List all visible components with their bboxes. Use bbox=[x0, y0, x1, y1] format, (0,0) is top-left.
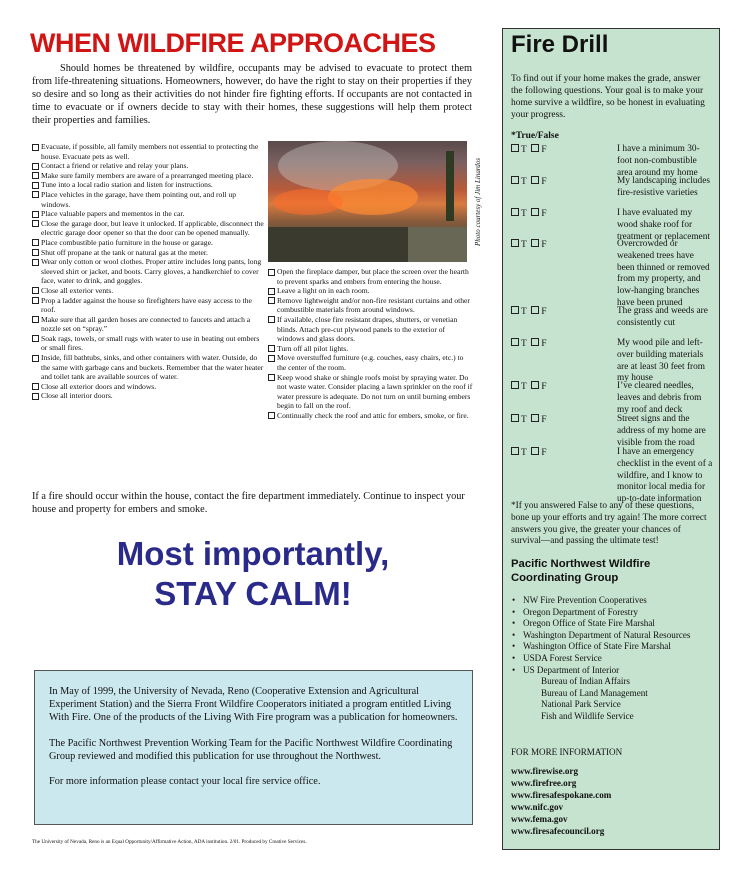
list-item: Place valuable papers and mementos in the car. bbox=[32, 209, 264, 219]
info-paragraph: In May of 1999, the University of Nevada, Reno (Cooperative Extension and Agricultural Experiment Station) and the Sierra Front Wildfire Cooperators initiated a program entitled Living With Fire. One of the products of the Living With Fire program was a publication for homeowners. bbox=[49, 686, 458, 724]
website-link[interactable]: www.nifc.gov bbox=[511, 802, 564, 812]
checkbox-icon bbox=[268, 269, 275, 276]
checkbox-icon bbox=[32, 144, 39, 151]
bullet-icon: • bbox=[512, 641, 516, 652]
checkbox-icon bbox=[32, 182, 39, 189]
checkbox-icon bbox=[32, 239, 39, 246]
checklist-right bbox=[268, 267, 473, 421]
info-paragraph: For more information please contact your local fire service office. bbox=[49, 776, 321, 788]
website-link[interactable]: www.firesafecouncil.org bbox=[511, 826, 605, 836]
intro-paragraph: Should homes be threatened by wildfire, occupants may be advised to evacuate to protect them from life-threatening situations. Homeowners, however, do have the right to stay on their properties if they so desire and so long as their activities do not hinder fire fighting efforts. If occupants are not contacted in time to evacuate or if owners decide to stay with their homes, these suggestions will help them protect their properties and families. bbox=[32, 63, 472, 126]
checkbox-icon bbox=[268, 288, 275, 295]
list-item: • Oregon Office of State Fire Marshal bbox=[512, 618, 655, 629]
checkbox-true[interactable] bbox=[511, 208, 519, 216]
list-item: Inside, fill bathtubs, sinks, and other containers with water. Outside, do the same with garbage cans and buckets. Remember that the water heater and toilet tank are available sources of water. bbox=[32, 353, 264, 382]
checkbox-icon bbox=[32, 220, 39, 227]
checkbox-false[interactable] bbox=[531, 239, 539, 247]
website-link[interactable]: www.firesafespokane.com bbox=[511, 790, 612, 800]
checkbox-icon bbox=[268, 345, 275, 352]
list-item: Close all exterior vents. bbox=[32, 286, 264, 296]
list-item: Continually check the roof and attic for embers, smoke, or fire. bbox=[268, 411, 473, 421]
flame-shape bbox=[273, 189, 343, 215]
member-list bbox=[511, 595, 715, 723]
checklist-left bbox=[32, 142, 264, 401]
list-item: Bureau of Land Management bbox=[541, 687, 648, 698]
checkbox-icon bbox=[32, 355, 39, 362]
page-title: WHEN WILDFIRE APPROACHES bbox=[30, 28, 436, 58]
checkbox-false[interactable] bbox=[531, 176, 539, 184]
checkbox-false[interactable] bbox=[531, 381, 539, 389]
list-item: • Washington Office of State Fire Marshal bbox=[512, 641, 671, 652]
sidebar-title: Fire Drill bbox=[511, 31, 609, 58]
checkbox-false[interactable] bbox=[531, 144, 539, 152]
list-item: Move overstuffed furniture (e.g. couches, easy chairs, etc.) to the center of the room. bbox=[268, 353, 473, 372]
wildfire-photo bbox=[268, 141, 467, 262]
list-item: Close the garage door, but leave it unlocked. If applicable, disconnect the electric garage door opener so that the door can be opened manually. bbox=[32, 219, 264, 238]
list-item: Tune into a local radio station and listen for instructions. bbox=[32, 180, 264, 190]
calm-line-1: Most importantly, bbox=[116, 535, 390, 572]
list-item: Turn off all pilot lights. bbox=[268, 344, 473, 354]
list-item: Close all interior doors. bbox=[32, 391, 264, 401]
footer-text: The University of Nevada, Reno is an Equal Opportunity/Affirmative Action, ADA institution. 2/01. Produced by Creative Services. bbox=[32, 839, 307, 845]
checkbox-icon bbox=[268, 412, 275, 419]
checkbox-icon bbox=[32, 335, 39, 342]
bullet-icon: • bbox=[512, 595, 516, 605]
checkbox-false[interactable] bbox=[531, 208, 539, 216]
quiz-question: T F Street signs and the address of my home are visible from the road bbox=[511, 414, 715, 449]
checkbox-false[interactable] bbox=[531, 447, 539, 455]
checkbox-true[interactable] bbox=[511, 176, 519, 184]
list-item: Open the fireplace damper, but place the screen over the hearth to prevent sparks and embers from entering the house. bbox=[268, 267, 473, 286]
checkbox-icon bbox=[32, 211, 39, 218]
list-item: National Park Service bbox=[541, 699, 621, 710]
list-item: Close all exterior doors and windows. bbox=[32, 382, 264, 392]
quiz-question: T F I’ve cleared needles, leaves and debris from my roof and deck bbox=[511, 381, 715, 416]
checkbox-false[interactable] bbox=[531, 306, 539, 314]
checkbox-icon bbox=[32, 249, 39, 256]
list-item: Fish and Wildlife Service bbox=[541, 710, 634, 721]
list-item: Bureau of Indian Affairs bbox=[541, 676, 630, 687]
checkbox-false[interactable] bbox=[531, 414, 539, 422]
bullet-icon: • bbox=[512, 664, 516, 675]
checkbox-icon bbox=[32, 383, 39, 390]
bullet-icon: • bbox=[512, 618, 516, 629]
flame-shape bbox=[328, 179, 418, 215]
website-link[interactable]: www.fema.gov bbox=[511, 814, 568, 824]
checkbox-icon bbox=[268, 374, 275, 381]
checkbox-icon bbox=[32, 287, 39, 294]
list-item: Make sure that all garden hoses are connected to faucets and attach a nozzle set on “spray.” bbox=[32, 315, 264, 334]
stay-calm-heading bbox=[32, 534, 474, 614]
sidebar-note: *If you answered False to any of these questions, bone up your efforts and try again! The more correct answers you give, the greater your chances of survival—and passing the ultimate test! bbox=[511, 501, 707, 547]
list-item: Contact a friend or relative and relay your plans. bbox=[32, 161, 264, 171]
list-item: Keep wood shake or shingle roofs moist by spraying water. Do not waste water. Consider placing a lawn sprinkler on the roof if water pressure is adequate. Do not turn on until burning embers begin to fall on the roof. bbox=[268, 373, 473, 411]
info-paragraph: The Pacific Northwest Prevention Working Team for the Pacific Northwest Wildfire Coordinating Group reviewed and modified this publication for use throughout the Northwest. bbox=[49, 737, 453, 762]
checkbox-true[interactable] bbox=[511, 381, 519, 389]
list-item: Evacuate, if possible, all family members not essential to protecting the house. Evacuate pets as well. bbox=[32, 142, 264, 161]
quiz-question: T F The grass and weeds are consistently cut bbox=[511, 306, 715, 330]
checkbox-icon bbox=[32, 191, 39, 198]
checkbox-true[interactable] bbox=[511, 447, 519, 455]
list-item: Make sure family members are aware of a prearranged meeting place. bbox=[32, 171, 264, 181]
checkbox-icon bbox=[32, 163, 39, 170]
fire-drill-sidebar bbox=[502, 28, 720, 850]
checkbox-true[interactable] bbox=[511, 239, 519, 247]
quiz-question: T F My landscaping includes fire-resistive varieties bbox=[511, 176, 715, 200]
website-link[interactable]: www.firefree.org bbox=[511, 778, 577, 788]
quiz-question: T F I have an emergency checklist in the event of a wildfire, and I know to monitor local media for up-to-date information bbox=[511, 447, 715, 506]
checkbox-true[interactable] bbox=[511, 414, 519, 422]
checkbox-icon bbox=[268, 316, 275, 323]
tree-shape bbox=[446, 151, 454, 221]
list-item: Leave a light on in each room. bbox=[268, 286, 473, 296]
after-paragraph: If a fire should occur within the house, contact the fire department immediately. Continue to inspect your house and property for embers and smoke. bbox=[32, 491, 465, 515]
checkbox-icon bbox=[32, 297, 39, 304]
list-item: Soak rags, towels, or small rugs with water to use in beating out embers or small fires. bbox=[32, 334, 264, 353]
list-item: Prop a ladder against the house so firefighters have easy access to the roof. bbox=[32, 296, 264, 315]
list-item: If available, close fire resistant drapes, shutters, or venetian blinds. Attach pre-cut plywood panels to the exterior of windows and glass doors. bbox=[268, 315, 473, 344]
info-box bbox=[34, 670, 473, 825]
calm-line-2: STAY CALM! bbox=[154, 575, 352, 612]
quiz-question: T F Overcrowded or weakened trees have been thinned or removed from my property, and low-hanging branches have been pruned bbox=[511, 239, 715, 310]
checkbox-icon bbox=[32, 172, 39, 179]
checkbox-true[interactable] bbox=[511, 144, 519, 152]
more-info-label: FOR MORE INFORMATION bbox=[511, 747, 623, 757]
photo-credit: Photo courtesy of Jim Linardos bbox=[474, 157, 482, 246]
bullet-icon: • bbox=[512, 652, 516, 663]
list-item: Place combustible patio furniture in the house or garage. bbox=[32, 238, 264, 248]
list-item: • Washington Department of Natural Resources bbox=[512, 629, 691, 640]
checkbox-icon bbox=[268, 297, 275, 304]
list-item: Wear only cotton or wool clothes. Proper attire includes long pants, long sleeved shirt or jacket, and boots. Carry gloves, a handkerchief to cover face, water to drink, and goggles. bbox=[32, 257, 264, 286]
checkbox-icon bbox=[32, 316, 39, 323]
quiz-question: T F I have a minimum 30-foot non-combustible area around my home bbox=[511, 144, 715, 179]
checkbox-true[interactable] bbox=[511, 306, 519, 314]
list-item: Place vehicles in the garage, have them pointing out, and roll up windows. bbox=[32, 190, 264, 209]
checkbox-true[interactable] bbox=[511, 338, 519, 346]
list-item: • US Department of Interior bbox=[512, 664, 620, 675]
list-item: Shut off propane at the tank or natural gas at the meter. bbox=[32, 248, 264, 258]
list-item: • NW Fire Prevention Cooperatives bbox=[512, 595, 647, 605]
quiz-question: T F My wood pile and left-over building materials are at least 30 feet from my house bbox=[511, 338, 715, 385]
sidebar-intro: To find out if your home makes the grade, answer the following questions. Your goal is to make your home survive a wildfire, so be honest in evaluating your progress. bbox=[511, 74, 705, 120]
true-false-label: *True/False bbox=[511, 131, 559, 141]
checkbox-icon bbox=[32, 259, 39, 266]
bullet-icon: • bbox=[512, 629, 516, 640]
road-shape bbox=[408, 227, 467, 262]
checkbox-icon bbox=[268, 355, 275, 362]
quiz-question: T F I have evaluated my wood shake roof for treatment or replacement bbox=[511, 208, 715, 243]
group-title: Pacific Northwest Wildfire Coordinating Group bbox=[511, 558, 651, 584]
list-item: Remove lightweight and/or non-fire resistant curtains and other combustible materials from around windows. bbox=[268, 296, 473, 315]
list-item: • Oregon Department of Forestry bbox=[512, 606, 638, 617]
website-link[interactable]: www.firewise.org bbox=[511, 766, 579, 776]
link-list bbox=[511, 765, 611, 837]
checkbox-false[interactable] bbox=[531, 338, 539, 346]
bullet-icon: • bbox=[512, 606, 516, 617]
checkbox-icon bbox=[32, 393, 39, 400]
list-item: • USDA Forest Service bbox=[512, 652, 602, 663]
